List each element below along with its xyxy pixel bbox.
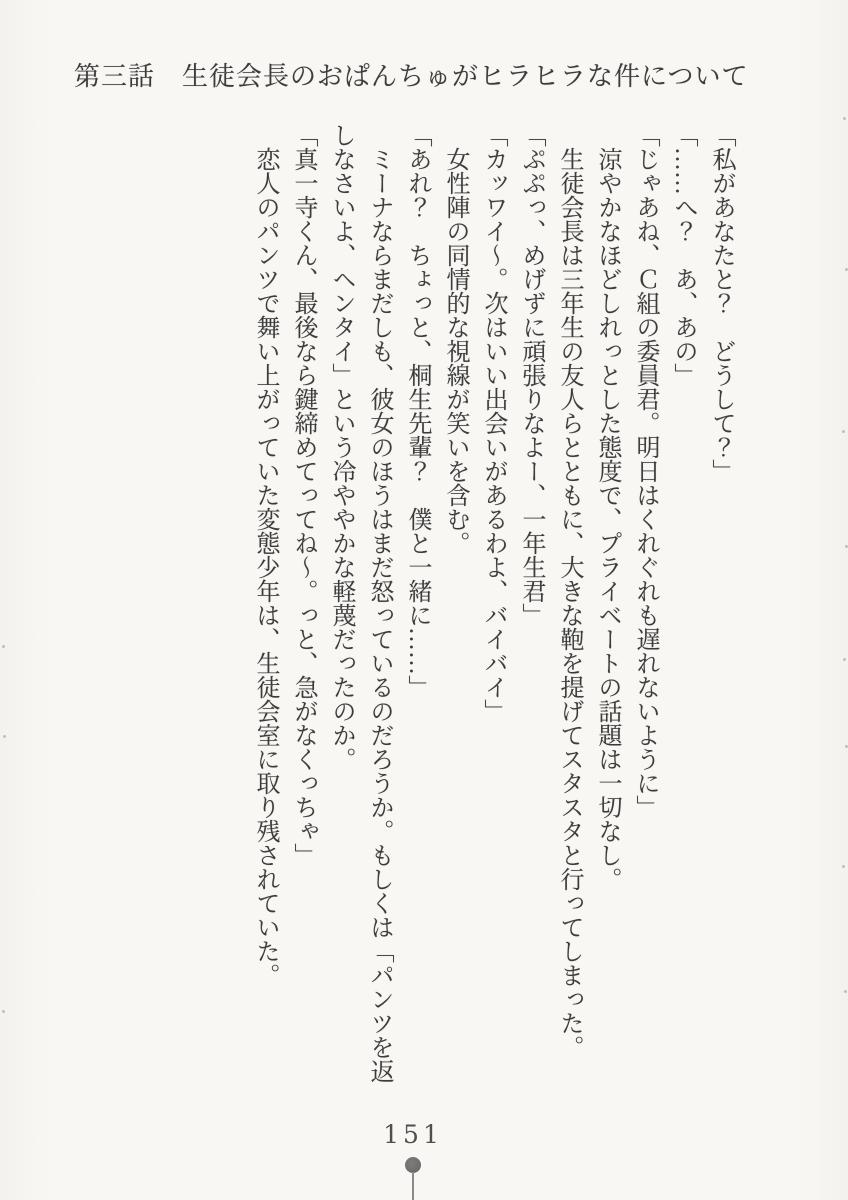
scan-speck <box>842 865 845 868</box>
paragraph: 「……へ？ あ、あの」 <box>670 123 696 387</box>
paragraph: 恋人のパンツで舞い上がっていた変態少年は、生徒会室に取り残されていた。 <box>252 147 278 987</box>
paragraph: 「じゃあね、Ｃ組の委員君。明日はくれぐれも遅れないように」 <box>632 123 658 819</box>
paragraph: 「私があなたと？ どうして？」 <box>708 123 734 483</box>
scan-speck <box>844 990 847 993</box>
paragraph: 「真一寺くん、最後なら鍵締めてってね〜。っと、急がなくっちゃ」 <box>290 123 316 867</box>
scan-speck <box>2 645 5 648</box>
page-number: 151 <box>383 1120 443 1149</box>
scan-speck <box>843 658 846 661</box>
paragraph: ミーナならまだしも、彼女のほうはまだ怒っているのだろうか。もしくは「パンツを返しなさいよ、ヘンタイ」という冷ややかな軽蔑だったのか。 <box>328 123 392 1083</box>
paragraph: 女性陣の同情的な視線が笑いを含む。 <box>442 147 468 555</box>
paragraph: 生徒会長は三年生の友人らとともに、大きな鞄を提げてスタスタと行ってしまった。 <box>556 147 582 1059</box>
pin-ornament-stem <box>412 1172 414 1200</box>
scan-speck <box>3 735 6 738</box>
pin-ornament-icon <box>405 1157 421 1173</box>
chapter-header: 第三話 生徒会長のおぱんちゅがヒラヒラな件について <box>74 62 749 91</box>
scan-speck <box>2 1010 5 1013</box>
paragraph: 「あれ？ ちょっと、桐生先輩？ 僕と一緒に……」 <box>404 123 430 699</box>
scan-speck <box>842 430 845 433</box>
scan-speck <box>843 117 846 120</box>
paragraph: 「カッワイ〜。次はいい出会いがあるわよ、バイバイ」 <box>480 123 506 723</box>
paragraph: 「ぷぷっ、めげずに頑張りなよー、一年生君」 <box>518 123 544 627</box>
vertical-text-body <box>246 123 740 1088</box>
paragraph: 涼やかなほどしれっとした態度で、プライベートの話題は一切なし。 <box>594 147 620 891</box>
